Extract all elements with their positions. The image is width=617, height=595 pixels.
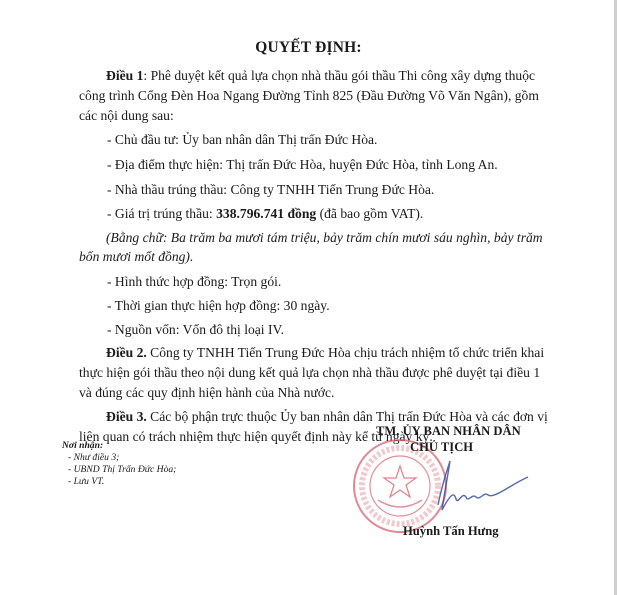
article2-line1: Điều 2. Công ty TNHH Tiến Trung Đức Hòa chịu trách nhiệm tổ chức triển khai (106, 345, 545, 360)
article1-label: Điều 1 (106, 68, 144, 83)
signature-role: CHỦ TỊCH (410, 440, 474, 454)
signature-organization: TM. ỦY BAN NHÂN DÂN (376, 424, 521, 438)
recipient-item: - Như điều 3; (68, 452, 120, 463)
item-duration: - Thời gian thực hiện hợp đồng: 30 ngày. (107, 298, 330, 313)
article2-line2: thực hiện gói thầu theo nội dung kết quả lựa chọn nhà thầu được phê duyệt tại điều 1 (79, 365, 541, 380)
article2-label: Điều 2. (106, 345, 147, 360)
recipient-item: - UBND Thị Trấn Đức Hòa; (68, 464, 177, 475)
item-contract-type: - Hình thức hợp đồng: Trọn gói. (107, 274, 282, 289)
article3-line2: liên quan có trách nhiệm thực hiện quyết định này kể từ ngày ký. (79, 429, 433, 444)
item-investor: - Chủ đầu tư: Ủy ban nhân dân Thị trấn Đức Hòa. (107, 132, 378, 147)
article3-label: Điều 3. (106, 409, 147, 424)
price-value: 338.796.741 đồng (216, 206, 317, 221)
price-in-words-line1: (Bằng chữ: Ba trăm ba mươi tám triệu, bảy trăm chín mươi sáu nghìn, bảy trăm (106, 230, 543, 245)
recipient-item: - Lưu VT. (68, 476, 105, 487)
item-price: - Giá trị trúng thầu: 338.796.741 đồng (đã bao gồm VAT). (107, 206, 424, 221)
article1-line3: các nội dung sau: (79, 108, 174, 123)
article1-line2: công trình Cổng Đèn Hoa Ngang Đường Tỉnh 825 (Đầu Đường Võ Văn Ngân), gồm (79, 88, 539, 103)
recipients-heading: Nơi nhận: (62, 440, 104, 451)
recipients-block (62, 440, 176, 488)
price-in-words-line2: bốn mươi mốt đồng). (79, 249, 194, 264)
signature-icon (420, 455, 530, 515)
item-contractor: - Nhà thầu trúng thầu: Công ty TNHH Tiến Trung Đức Hòa. (107, 182, 435, 197)
item-funding: - Nguồn vốn: Vốn đô thị loại IV. (107, 322, 284, 337)
document-title: QUYẾT ĐỊNH: (255, 39, 362, 56)
item-location: - Địa điểm thực hiện: Thị trấn Đức Hòa, huyện Đức Hòa, tỉnh Long An. (107, 157, 498, 172)
article3-line1: Điều 3. Các bộ phận trực thuộc Ủy ban nhân dân Thị trấn Đức Hòa và các đơn vị (106, 409, 548, 424)
article1-line1: Điều 1: Phê duyệt kết quả lựa chọn nhà thầu gói thầu Thi công xây dựng thuộc (106, 68, 536, 83)
article2-line3: và đúng các quy định hiện hành của Nhà nước. (79, 385, 335, 400)
signatory-name: Huỳnh Tấn Hưng (403, 524, 499, 538)
